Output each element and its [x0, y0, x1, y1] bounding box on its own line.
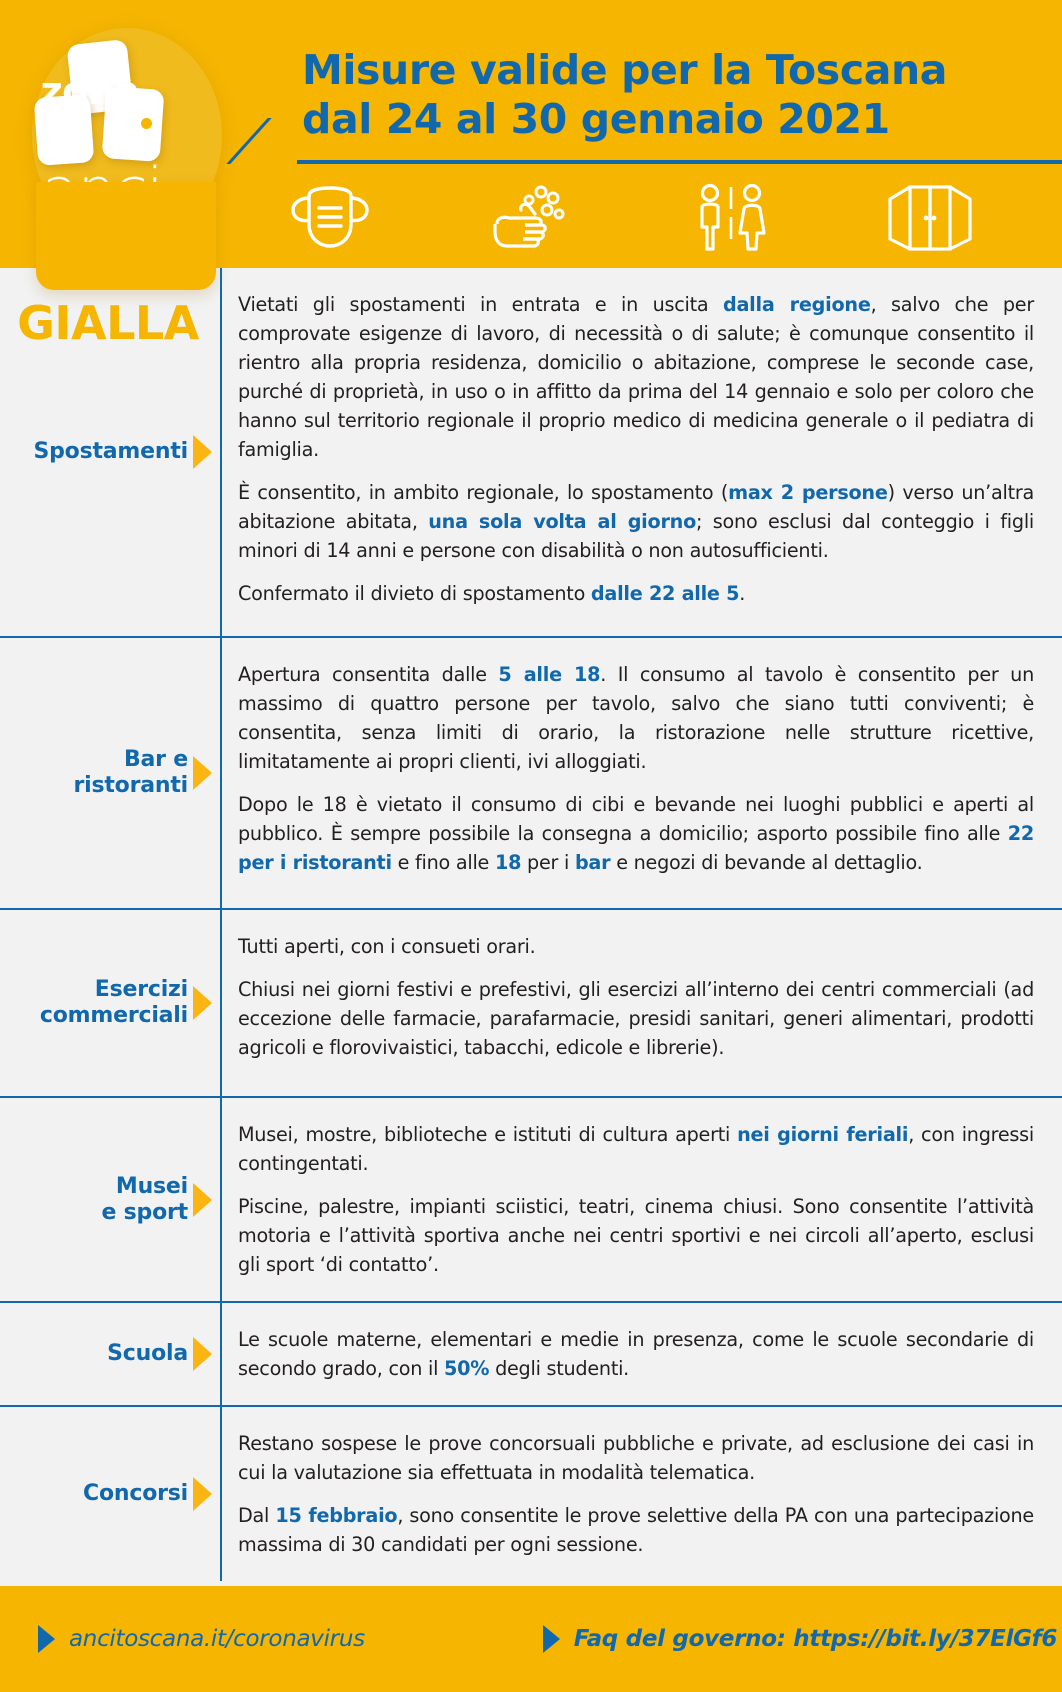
text-run: Le scuole materne, elementari e medie in presenza, come le scuole secondarie di secondo grado, con il	[238, 1328, 1034, 1380]
row-label-bar-ristoranti	[0, 638, 222, 908]
text-run: ) verso un’altra abitazione abitata,	[238, 481, 1034, 533]
zone-badge-shape	[36, 182, 216, 290]
paragraph	[238, 1192, 1034, 1279]
paragraph	[238, 1501, 1034, 1559]
paragraph	[238, 1429, 1034, 1487]
hand-washing-icon	[480, 183, 580, 253]
row-body-concorsi	[222, 1407, 1062, 1581]
highlight-run: bar	[574, 851, 611, 874]
highlight-run: 5 alle 18	[498, 663, 601, 686]
table-row	[0, 1098, 1062, 1303]
text-run: Piscine, palestre, impianti sciistici, teatri, cinema chiusi. Sono consentite l’attività motoria e l’attività sportiva anche nei centri sportivi e nei circoli all’aperto, esclusi gli sport ‘di contatto’.	[238, 1195, 1034, 1276]
footer-link-faq[interactable]	[543, 1625, 1057, 1653]
text-run: degli studenti.	[489, 1357, 630, 1380]
arrow-icon	[543, 1625, 560, 1653]
highlight-run: dalle 22 alle 5	[590, 582, 740, 605]
footer-site-text: ancitoscana.it/coronavirus	[69, 1626, 365, 1652]
arrow-icon	[193, 1337, 212, 1371]
social-distancing-icon	[680, 183, 780, 253]
highlight-run: una sola volta al giorno	[428, 510, 696, 533]
safety-icon-row	[280, 182, 980, 254]
row-body-esercizi-commerciali	[222, 910, 1062, 1096]
text-run: e negozi di bevande al dettaglio.	[610, 851, 923, 874]
row-label-line2: ristoranti	[73, 773, 188, 798]
footer-bar	[0, 1586, 1062, 1692]
text-run: e fino alle	[391, 851, 495, 874]
table-row	[0, 910, 1062, 1098]
text-run: È consentito, in ambito regionale, lo spostamento (	[238, 481, 729, 504]
open-window-icon	[880, 183, 980, 253]
row-body-musei-sport	[222, 1098, 1062, 1301]
text-run: per i	[521, 851, 575, 874]
highlight-run: 18	[494, 851, 522, 874]
highlight-run: 15 febbraio	[275, 1504, 398, 1527]
paragraph	[238, 290, 1034, 464]
paragraph	[238, 1325, 1034, 1383]
paragraph	[238, 579, 1034, 608]
arrow-icon	[193, 756, 212, 790]
row-label-line1: Concorsi	[83, 1481, 188, 1506]
page-title-line2: dal 24 al 30 gennaio 2021	[302, 95, 890, 143]
text-run: , salvo che per comprovate esigenze di lavoro, di necessità o di salute; è comunque consentito il rientro alla propria residenza, domicilio o abitazione, comprese le seconde case, purché di proprietà, in uso o in affitto da prima del 14 gennaio e solo per coloro che hanno sul territorio regionale il proprio medico di medicina generale o il pediatra di famiglia.	[238, 293, 1034, 461]
row-label-line1: Spostamenti	[33, 439, 188, 464]
text-run: Musei, mostre, biblioteche e istituti di cultura aperti	[238, 1123, 738, 1146]
highlight-run: nei giorni feriali	[737, 1123, 909, 1146]
footer-link-site[interactable]	[38, 1625, 365, 1653]
row-label-line1: Musei	[115, 1173, 188, 1199]
row-label-esercizi-commerciali	[0, 910, 222, 1096]
highlight-run: dalla regione	[722, 293, 871, 316]
arrow-icon	[38, 1625, 55, 1653]
footer-faq-text: Faq del governo: https://bit.ly/37ElGf6	[573, 1626, 1058, 1652]
text-run: Dal	[238, 1504, 276, 1527]
arrow-icon	[193, 986, 212, 1020]
row-label-scuola	[0, 1303, 222, 1405]
paragraph	[238, 932, 1034, 961]
table-row	[0, 1407, 1062, 1581]
highlight-run: max 2 persone	[728, 481, 888, 504]
table-row	[0, 1303, 1062, 1407]
arrow-icon	[193, 1477, 212, 1511]
text-run: , sono consentite le prove selettive della PA con una partecipazione massima di 30 candidati per ogni sessione.	[238, 1504, 1034, 1556]
text-run: Chiusi nei giorni festivi e prefestivi, gli esercizi all’interno dei centri commerciali (ad eccezione delle farmacie, parafarmacie, presidi sanitari, generi alimentari, prodotti agricoli e florovivaistici, tabacchi, edicole e librerie).	[238, 978, 1034, 1059]
page-title-line1: Misure valide per la Toscana	[302, 46, 948, 94]
table-row	[0, 638, 1062, 910]
row-body-spostamenti	[222, 268, 1062, 636]
paragraph	[238, 790, 1034, 877]
zone-word: zona	[40, 69, 140, 113]
text-run: , con ingressi contingentati.	[238, 1123, 1034, 1175]
row-label-line2: commerciali	[39, 1003, 188, 1028]
text-run: Tutti aperti, con i consueti orari.	[238, 935, 536, 958]
row-label-line1: Scuola	[107, 1341, 188, 1366]
highlight-run: 22 per i ristoranti	[238, 822, 1034, 874]
paragraph	[238, 660, 1034, 776]
text-run: Dopo le 18 è vietato il consumo di cibi e bevande nei luoghi pubblici e aperti al pubblico. È sempre possibile la consegna a domicilio; asporto possibile fino alle	[238, 793, 1034, 845]
text-run: .	[739, 582, 746, 605]
row-label-line1: Esercizi	[94, 977, 188, 1002]
page-title	[302, 46, 992, 144]
row-body-bar-ristoranti	[222, 638, 1062, 908]
paragraph	[238, 478, 1034, 565]
arrow-icon	[193, 1183, 212, 1217]
paragraph	[238, 975, 1034, 1062]
row-label-musei-sport	[0, 1098, 222, 1301]
face-mask-icon	[280, 183, 380, 253]
row-label-line2: e sport	[101, 1199, 188, 1225]
logo-dot	[141, 118, 152, 129]
zone-level-badge: GIALLA	[17, 296, 199, 350]
paragraph	[238, 1120, 1034, 1178]
text-run: Vietati gli spostamenti in entrata e in uscita	[238, 293, 723, 316]
title-underline	[297, 160, 1062, 164]
text-run: . Il consumo al tavolo è consentito per un massimo di quattro persone per tavolo, salvo che siano tutti conviventi; è consentita, senza limiti di orario, la ristorazione nelle strutture ricettive, limitatamente ai propri clienti, ivi alloggiati.	[238, 663, 1034, 773]
text-run: ; sono esclusi dal conteggio i figli minori di 14 anni e persone con disabilità o non autosufficienti.	[238, 510, 1034, 562]
text-run: Confermato il divieto di spostamento	[238, 582, 591, 605]
text-run: Restano sospese le prove concorsuali pubbliche e private, ad esclusione dei casi in cui la valutazione sia effettuata in modalità telematica.	[238, 1432, 1034, 1484]
row-label-line1: Bar e	[123, 747, 188, 772]
arrow-icon	[193, 435, 212, 469]
measures-table	[0, 268, 1062, 1586]
row-label-concorsi	[0, 1407, 222, 1581]
row-body-scuola	[222, 1303, 1062, 1405]
text-run: Apertura consentita dalle	[238, 663, 499, 686]
highlight-run: 50%	[444, 1357, 490, 1380]
